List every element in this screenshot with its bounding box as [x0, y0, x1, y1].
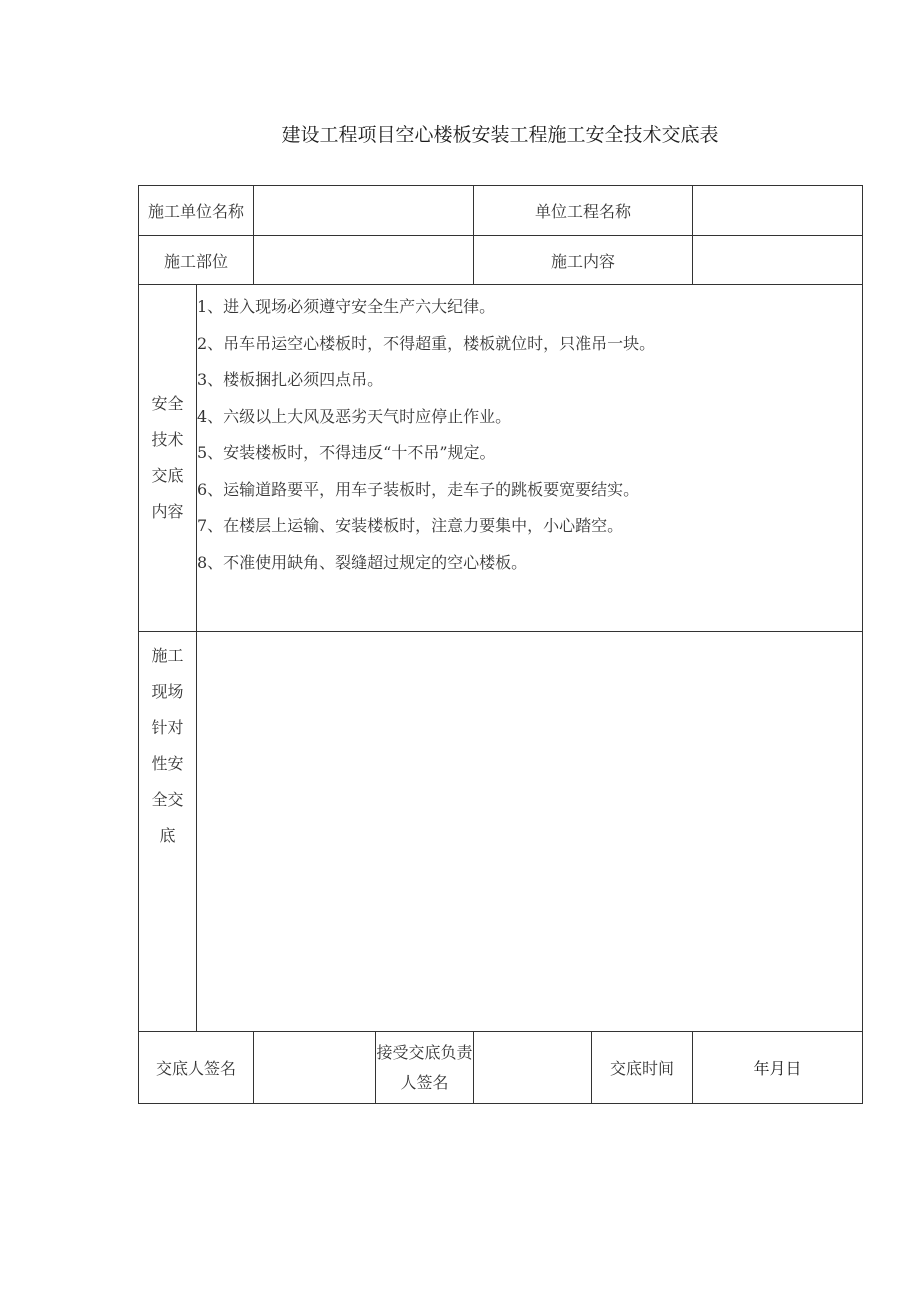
- construction-location-field[interactable]: [254, 236, 474, 285]
- safety-rule-item: 8、不准使用缺角、裂缝超过规定的空心楼板。: [197, 552, 528, 572]
- briefing-date-field[interactable]: 年月日: [693, 1032, 863, 1104]
- receiver-label-line-1: 接受交底负责: [376, 1042, 473, 1062]
- site-specific-safety-field[interactable]: [197, 632, 863, 1032]
- briefing-time-label: 交底时间: [592, 1032, 693, 1104]
- safety-rule-item: 1、进入现场必须遵守安全生产六大纪律。: [197, 297, 496, 316]
- construction-unit-name-label: 施工单位名称: [139, 186, 254, 236]
- safety-content-row: [139, 285, 863, 632]
- label-line: 安全: [151, 394, 184, 413]
- receiver-label-line-2: 人签名: [400, 1072, 449, 1092]
- construction-unit-name-field[interactable]: [254, 186, 474, 236]
- safety-rule-item: 4、六级以上大风及恶劣天气时应停止作业。: [197, 406, 512, 426]
- construction-content-field[interactable]: [693, 236, 863, 285]
- label-line: 施工: [151, 646, 184, 665]
- receiver-signature-field[interactable]: [474, 1032, 592, 1104]
- safety-rule-item: 2、吊车吊运空心楼板时，不得超重，楼板就位时，只准吊一块。: [197, 333, 656, 353]
- site-specific-safety-label: [139, 632, 197, 1032]
- presenter-signature-field[interactable]: [254, 1032, 376, 1104]
- label-line: 内容: [151, 502, 184, 521]
- label-line: 针对: [151, 718, 184, 737]
- label-line: 技术: [151, 430, 184, 449]
- label-line: 现场: [151, 682, 184, 701]
- label-line: 底: [159, 826, 176, 845]
- label-line: 性安: [151, 754, 184, 773]
- safety-technical-content-label: [139, 285, 197, 632]
- unit-name-row: [139, 186, 863, 236]
- safety-rule-item: 5、安装楼板时，不得违反“十不吊”规定。: [197, 443, 496, 462]
- safety-rule-item: 7、在楼层上运输、安装楼板时，注意力要集中，小心踏空。: [197, 516, 624, 535]
- unit-project-name-label: 单位工程名称: [474, 186, 693, 236]
- construction-content-label: 施工内容: [474, 236, 693, 285]
- label-line: 全交: [151, 790, 184, 809]
- receiver-signature-label: [376, 1032, 474, 1104]
- signature-row: [139, 1032, 863, 1104]
- safety-rules-cell: [197, 285, 863, 632]
- presenter-signature-label: 交底人签名: [139, 1032, 254, 1104]
- label-line: 交底: [151, 466, 184, 485]
- location-row: [139, 236, 863, 285]
- site-specific-row: [139, 632, 863, 1032]
- safety-rules-list: [197, 289, 655, 581]
- document-title: 建设工程项目空心楼板安装工程施工安全技术交底表: [281, 124, 719, 146]
- safety-briefing-form: [138, 185, 863, 1104]
- safety-rule-item: 6、运输道路要平，用车子装板时，走车子的跳板要宽要结实。: [197, 479, 640, 499]
- construction-location-label: 施工部位: [139, 236, 254, 285]
- safety-rule-item: 3、楼板捆扎必须四点吊。: [197, 370, 384, 389]
- unit-project-name-field[interactable]: [693, 186, 863, 236]
